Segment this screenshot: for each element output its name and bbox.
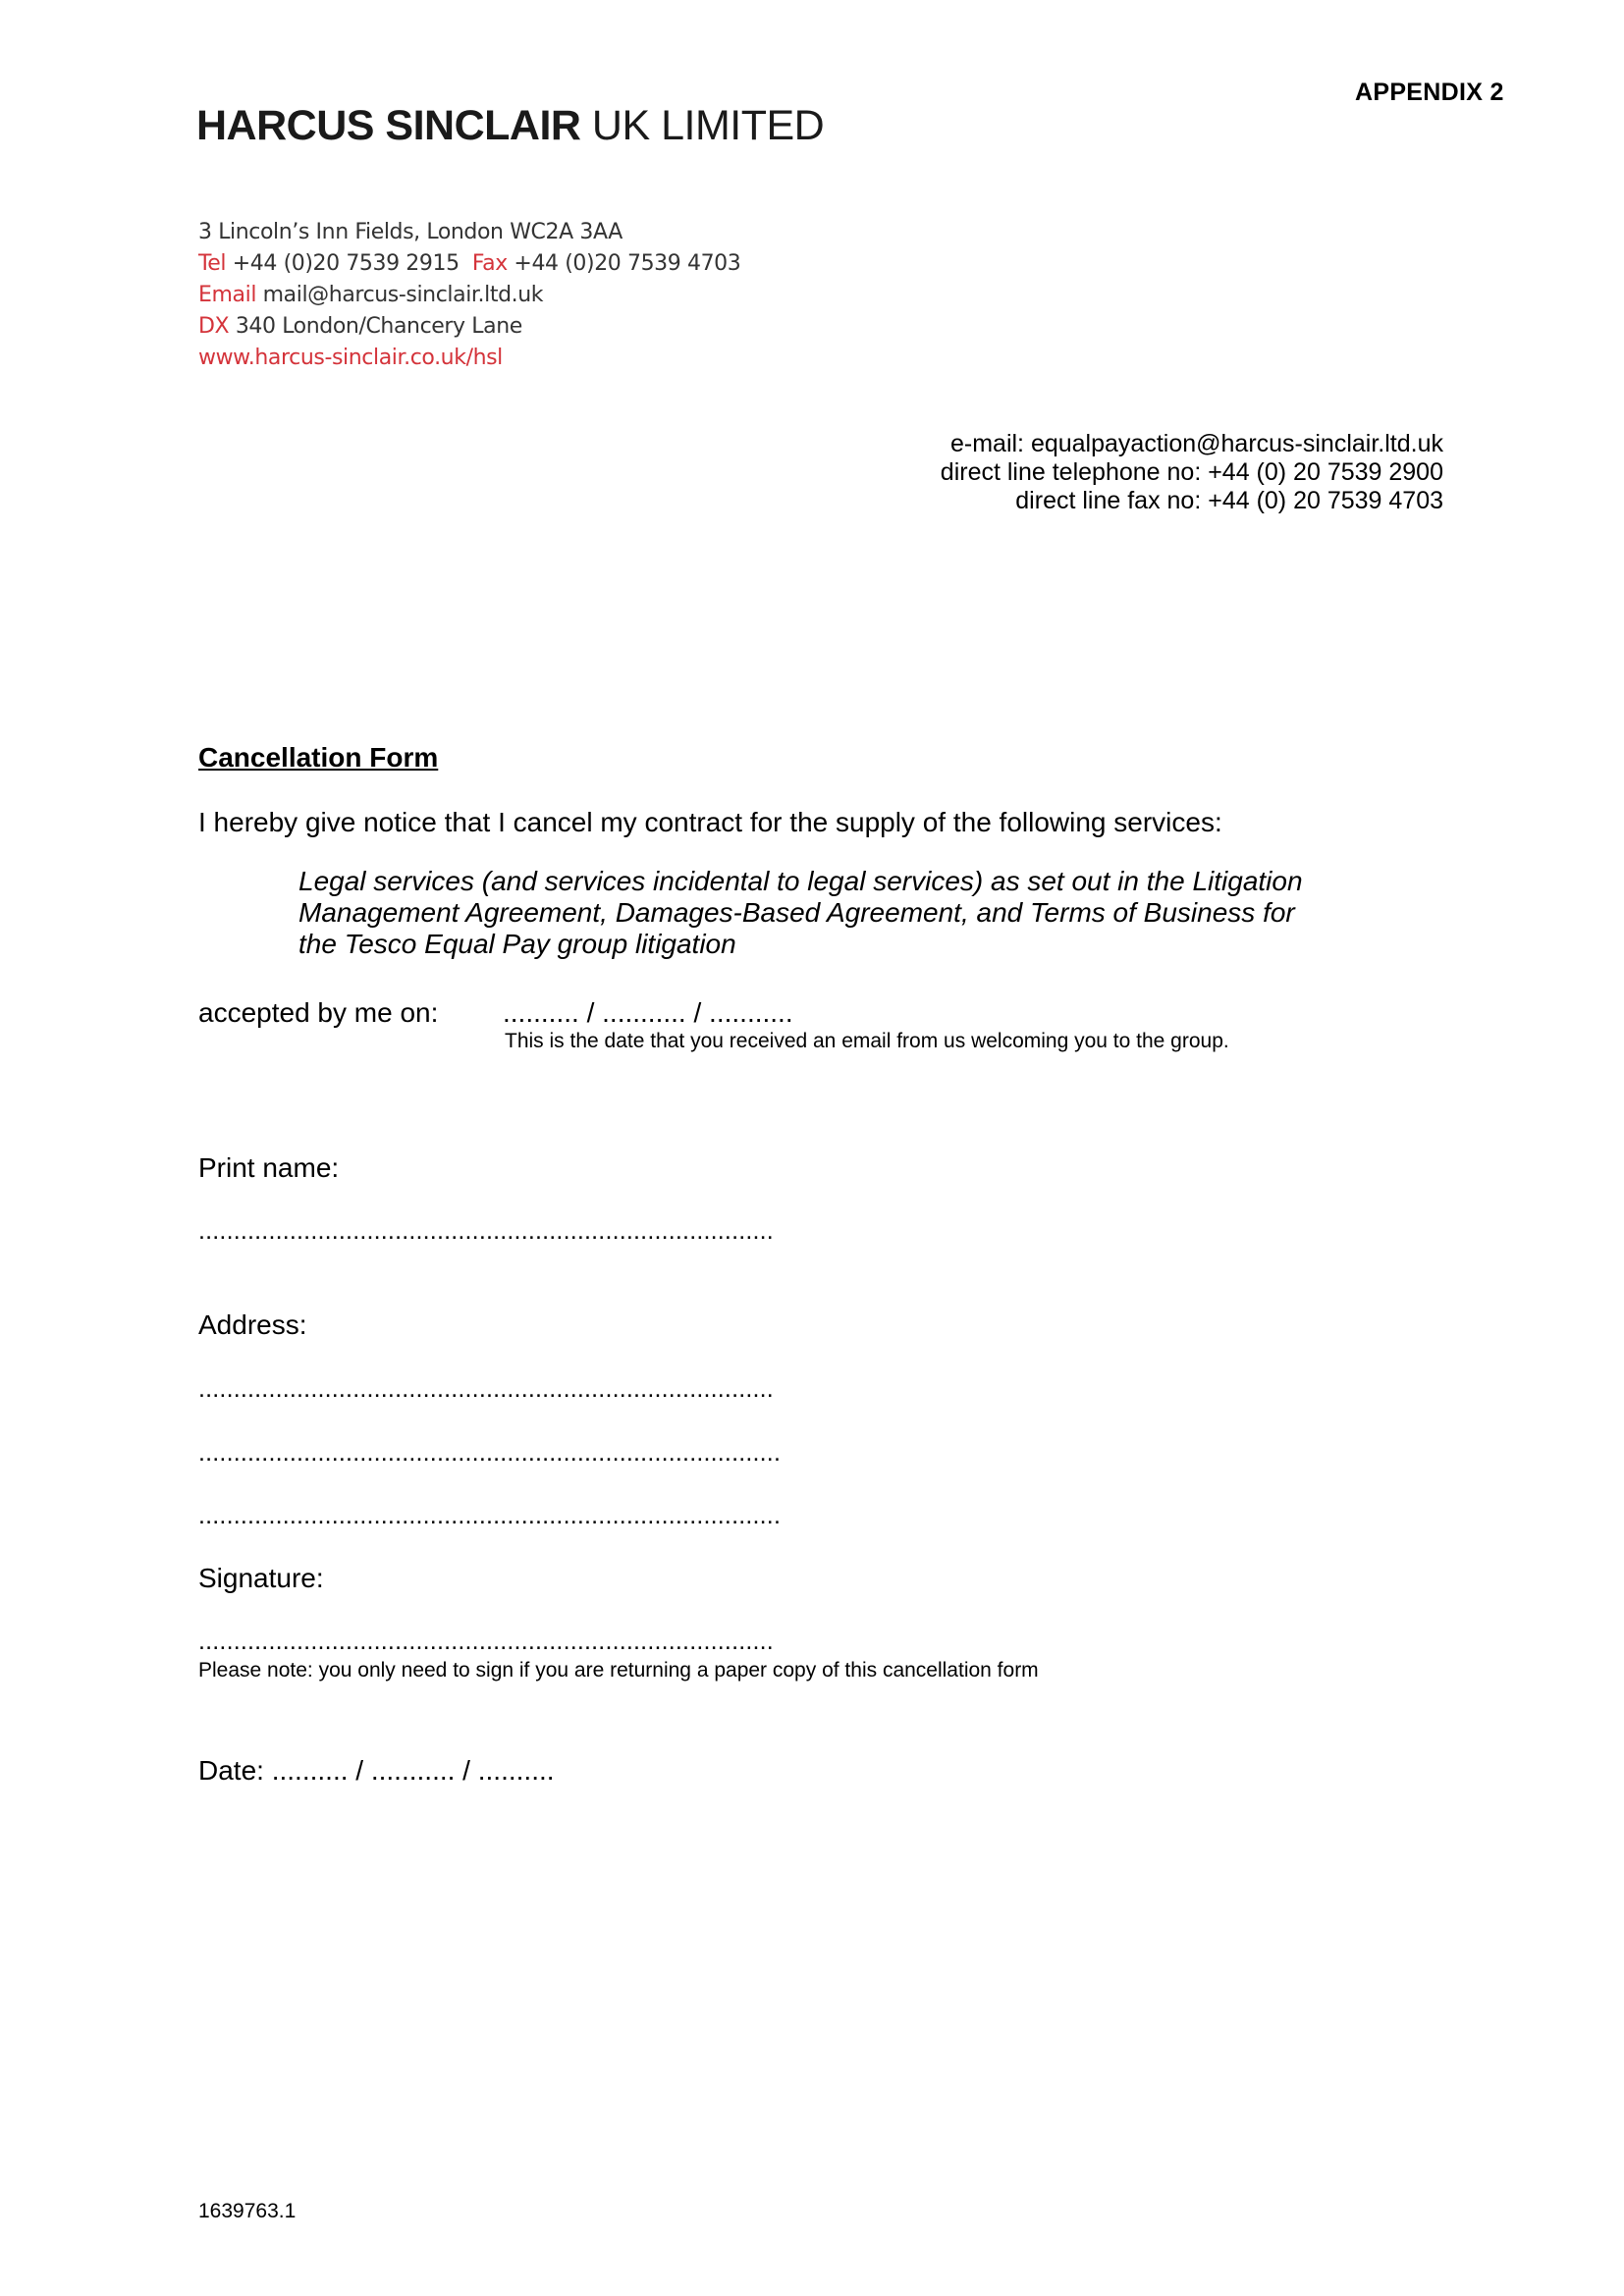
email-label: Email [198,283,257,307]
tel-fax-line [198,251,740,276]
address-label: Address: [198,1309,307,1340]
accepted-label: accepted by me on: [198,997,439,1028]
office-address: 3 Lincoln’s Inn Fields, London WC2A 3AA [198,220,623,244]
print-name-field[interactable]: .................................................................................. [198,1217,774,1245]
signature-note: Please note: you only need to sign if you are returning a paper copy of this cancellation form [198,1659,1039,1682]
dx-value: 340 London/Chancery Lane [235,314,522,339]
address-field-2[interactable]: ................................................................................... [198,1439,782,1467]
notice-text: I hereby give notice that I cancel my contract for the supply of the following services: [198,807,1222,837]
company-logo [196,102,824,150]
address-field-1[interactable]: .................................................................................. [198,1375,774,1403]
contact-fax: direct line fax no: +44 (0) 20 7539 4703 [1015,487,1443,514]
signature-field[interactable]: .................................................................................. [198,1628,774,1655]
appendix-label: APPENDIX 2 [1355,79,1504,106]
services-description: Legal services (and services incidental to legal services) as set out in the Litigation Management Agreement, Damages-Based Agreement, and Terms of Business for the Tesco Equal Pay group litigation [298,866,1303,959]
form-title: Cancellation Form [198,742,439,773]
address-field-3[interactable]: ................................................................................... [198,1502,782,1529]
dx-label: DX [198,314,230,339]
fax-label: Fax [471,251,508,276]
logo-suffix: UK LIMITED [591,102,825,149]
website-link[interactable]: www.harcus-sinclair.co.uk/hsl [198,346,503,370]
tel-value: +44 (0)20 7539 2915 [232,251,460,276]
date-field[interactable]: Date: .......... / ........... / .......... [198,1755,555,1786]
contact-email: e-mail: equalpayaction@harcus-sinclair.ltd.uk [949,430,1443,457]
dx-line [198,314,522,339]
accepted-date-field[interactable]: .......... / ........... / ........... [503,997,793,1028]
fax-value: +44 (0)20 7539 4703 [514,251,741,276]
document-reference: 1639763.1 [198,2200,297,2222]
contact-phone: direct line telephone no: +44 (0) 20 7539 2900 [940,458,1443,486]
email-value: mail@harcus-sinclair.ltd.uk [262,283,544,307]
email-line [198,283,543,307]
accepted-date-hint: This is the date that you received an email from us welcoming you to the group. [505,1030,1229,1052]
logo-name: HARCUS SINCLAIR [196,102,581,149]
tel-label: Tel [198,251,227,276]
signature-label: Signature: [198,1563,324,1593]
print-name-label: Print name: [198,1152,340,1183]
